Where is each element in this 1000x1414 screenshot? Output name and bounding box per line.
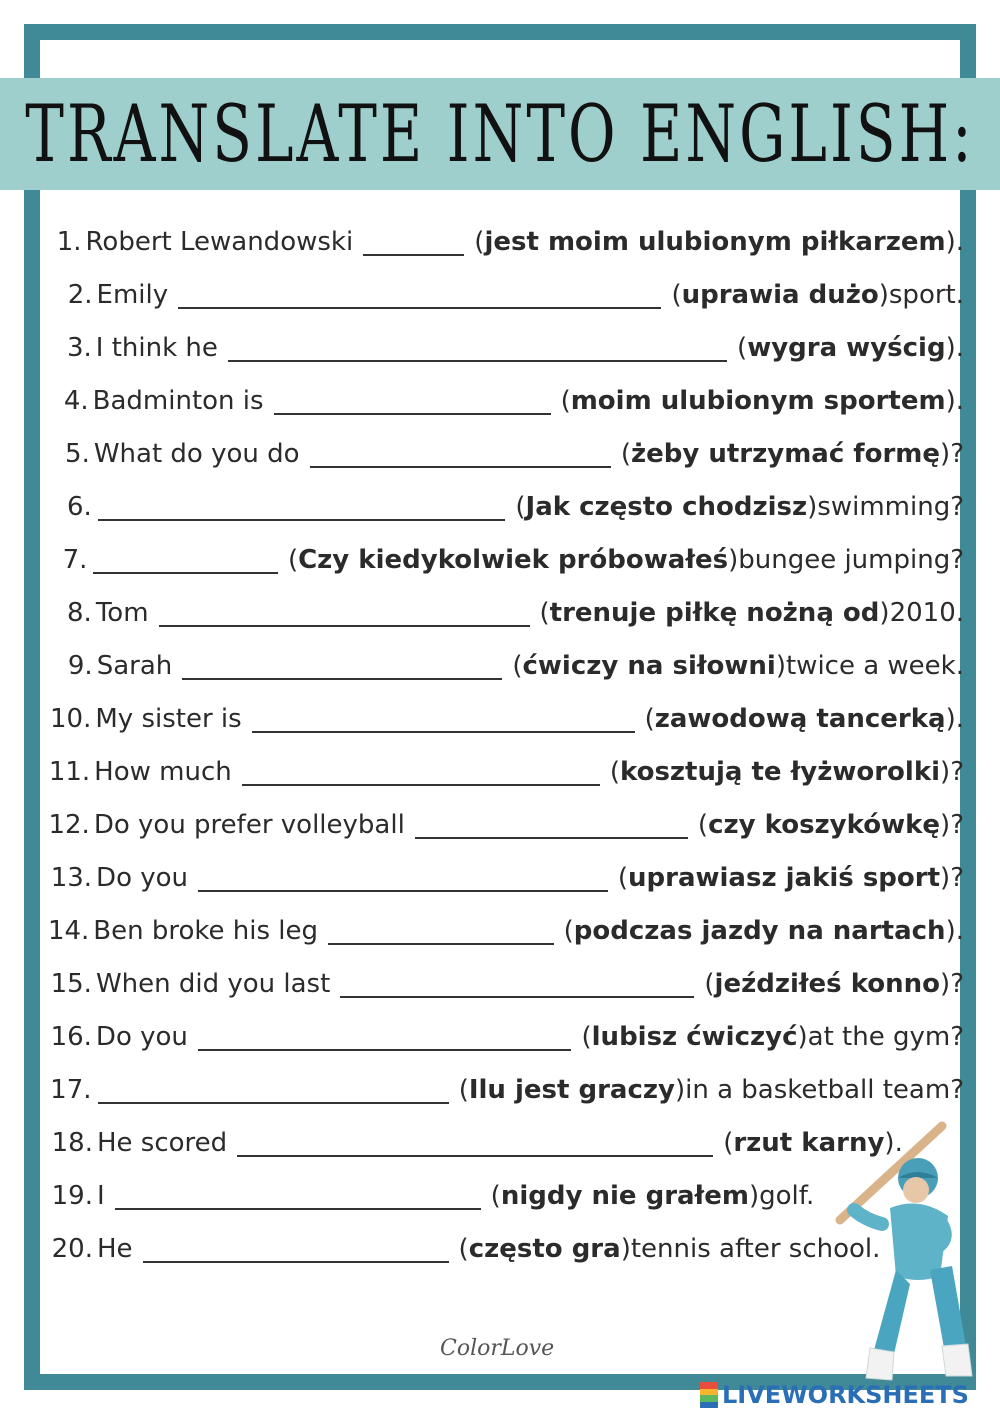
answer-blank[interactable]	[159, 599, 530, 627]
exercise-item: 14. Ben broke his leg ( podczas jazdy na nartach ) .	[44, 904, 964, 957]
item-prompt: Ben broke his leg	[93, 915, 319, 946]
item-hint: czy koszykówkę	[708, 809, 941, 840]
answer-blank[interactable]	[198, 1023, 572, 1051]
item-number: 16.	[50, 1021, 92, 1052]
item-prompt: Emily	[96, 279, 169, 310]
item-hint: żeby utrzymać formę	[630, 438, 941, 469]
exercise-item: 3. I think he ( wygra wyścig ) .	[44, 321, 964, 374]
exercise-item: 15. When did you last ( jeździłeś konno ) ?	[44, 957, 964, 1010]
exercise-list	[44, 215, 964, 1275]
item-number: 20.	[51, 1233, 93, 1264]
item-suffix: tennis after school.	[630, 1233, 881, 1264]
liveworksheets-logo-icon	[700, 1382, 718, 1408]
item-suffix: .	[955, 915, 964, 946]
item-suffix: ?	[950, 809, 964, 840]
item-number: 5.	[65, 438, 90, 469]
item-number: 6.	[66, 491, 92, 522]
exercise-item: 5. What do you do ( żeby utrzymać formę ) ?	[44, 427, 964, 480]
item-suffix: in a basketball team?	[685, 1074, 964, 1105]
answer-blank[interactable]	[415, 811, 688, 839]
exercise-item: 2. Emily ( uprawia dużo ) sport.	[44, 268, 964, 321]
answer-blank[interactable]	[98, 493, 506, 521]
item-suffix: bungee jumping?	[738, 544, 964, 575]
item-number: 8.	[67, 597, 92, 628]
answer-blank[interactable]	[242, 758, 600, 786]
item-number: 18.	[51, 1127, 93, 1158]
exercise-item: 10. My sister is ( zawodową tancerką ) .	[44, 692, 964, 745]
item-hint: uprawiasz jakiś sport	[628, 862, 941, 893]
item-suffix: .	[955, 703, 964, 734]
item-number: 14.	[47, 915, 90, 946]
item-prompt: Do you prefer volleyball	[93, 809, 405, 840]
exercise-item: 1. Robert Lewandowski ( jest moim ulubionym piłkarzem ) .	[44, 215, 964, 268]
exercise-item: 8. Tom ( trenuje piłkę nożną od ) 2010.	[44, 586, 964, 639]
item-prompt: I	[97, 1180, 105, 1211]
item-number: 19.	[51, 1180, 93, 1211]
item-hint: Jak często chodzisz	[525, 491, 808, 522]
item-prompt: My sister is	[95, 703, 242, 734]
item-number: 17.	[50, 1074, 92, 1105]
item-suffix: at the gym?	[807, 1021, 964, 1052]
exercise-item: 17. ( Ilu jest graczy ) in a basketball team?	[44, 1063, 964, 1116]
item-number: 2.	[67, 279, 93, 310]
item-number: 10.	[50, 703, 92, 734]
item-suffix: ?	[950, 756, 964, 787]
answer-blank[interactable]	[328, 917, 554, 945]
baseball-player-illustration	[830, 1120, 990, 1390]
item-hint: zawodową tancerką	[654, 703, 946, 734]
exercise-item: 18. He scored ( rzut karny ) .	[44, 1116, 964, 1169]
item-suffix: .	[955, 332, 964, 363]
page-title: TRANSLATE INTO ENGLISH:	[25, 88, 975, 180]
item-prompt: Sarah	[96, 650, 173, 681]
answer-blank[interactable]	[178, 281, 661, 309]
item-number: 13.	[50, 862, 93, 893]
item-suffix: ?	[950, 438, 964, 469]
item-number: 7.	[62, 544, 88, 575]
answer-blank[interactable]	[228, 334, 727, 362]
answer-blank[interactable]	[252, 705, 635, 733]
item-suffix: twice a week.	[785, 650, 964, 681]
item-prompt: Do you	[95, 1021, 188, 1052]
exercise-item: 16. Do you ( lubisz ćwiczyć ) at the gym?	[44, 1010, 964, 1063]
item-prompt: How much	[94, 756, 232, 787]
exercise-item: 19. I ( nigdy nie grałem ) golf.	[44, 1169, 964, 1222]
exercise-item: 20. He ( często gra ) tennis after school.	[44, 1222, 964, 1275]
item-suffix: 2010.	[889, 597, 964, 628]
item-prompt: When did you last	[95, 968, 331, 999]
item-suffix: .	[955, 226, 964, 257]
item-hint: jeździłeś konno	[714, 968, 941, 999]
item-prompt: What do you do	[93, 438, 300, 469]
item-number: 4.	[63, 385, 89, 416]
exercise-item: 11. How much ( kosztują te łyżworolki ) ?	[44, 745, 964, 798]
answer-blank[interactable]	[310, 440, 611, 468]
item-hint: Ilu jest graczy	[468, 1074, 675, 1105]
liveworksheets-watermark	[700, 1380, 969, 1410]
item-prompt: Badminton is	[92, 385, 264, 416]
item-suffix: swimming?	[817, 491, 964, 522]
item-hint: jest moim ulubionym piłkarzem	[484, 226, 946, 257]
item-hint: nigdy nie grałem	[500, 1180, 749, 1211]
answer-blank[interactable]	[182, 652, 502, 680]
item-hint: rzut karny	[733, 1127, 885, 1158]
exercise-item: 6. ( Jak często chodzisz ) swimming?	[44, 480, 964, 533]
answer-blank[interactable]	[340, 970, 694, 998]
answer-blank[interactable]	[143, 1235, 449, 1263]
item-suffix: sport.	[888, 279, 964, 310]
answer-blank[interactable]	[198, 864, 608, 892]
answer-blank[interactable]	[363, 228, 464, 256]
item-number: 9.	[67, 650, 93, 681]
exercise-item: 12. Do you prefer volleyball ( czy koszykówkę ) ?	[44, 798, 964, 851]
item-hint: ćwiczy na siłowni	[522, 650, 776, 681]
exercise-item: 7. ( Czy kiedykolwiek próbowałeś ) bungee jumping?	[44, 533, 964, 586]
item-number: 3.	[66, 332, 92, 363]
item-hint: Czy kiedykolwiek próbowałeś	[298, 544, 729, 575]
item-hint: uprawia dużo	[681, 279, 879, 310]
exercise-item: 13. Do you ( uprawiasz jakiś sport ) ?	[44, 851, 964, 904]
item-number: 15.	[50, 968, 92, 999]
answer-blank[interactable]	[274, 387, 551, 415]
answer-blank[interactable]	[237, 1129, 713, 1157]
item-hint: wygra wyścig	[747, 332, 946, 363]
item-hint: trenuje piłkę nożną od	[549, 597, 880, 628]
watermark-text: LIVEWORKSHEETS	[722, 1381, 969, 1409]
item-hint: kosztują te łyżworolki	[619, 756, 941, 787]
item-number: 12.	[48, 809, 90, 840]
answer-blank[interactable]	[98, 1076, 449, 1104]
item-prompt: Robert Lewandowski	[85, 226, 354, 257]
exercise-item: 9. Sarah ( ćwiczy na siłowni ) twice a week.	[44, 639, 964, 692]
exercise-item: 4. Badminton is ( moim ulubionym sportem ) .	[44, 374, 964, 427]
item-suffix: .	[955, 385, 964, 416]
item-suffix: golf.	[759, 1180, 815, 1211]
item-prompt: He	[97, 1233, 133, 1264]
answer-blank[interactable]	[115, 1182, 481, 1210]
answer-blank[interactable]	[93, 546, 277, 574]
item-prompt: He scored	[97, 1127, 228, 1158]
item-suffix: .	[894, 1127, 903, 1158]
item-suffix: ?	[950, 968, 964, 999]
item-prompt: Tom	[95, 597, 149, 628]
colorlove-logo: ColorLove	[440, 1336, 555, 1361]
item-number: 1.	[56, 226, 82, 257]
item-hint: często gra	[468, 1233, 621, 1264]
item-prompt: Do you	[96, 862, 189, 893]
item-hint: moim ulubionym sportem	[570, 385, 946, 416]
item-prompt: I think he	[95, 332, 218, 363]
item-suffix: ?	[950, 862, 964, 893]
item-hint: podczas jazdy na nartach	[573, 915, 946, 946]
item-number: 11.	[48, 756, 91, 787]
item-hint: lubisz ćwiczyć	[591, 1021, 798, 1052]
